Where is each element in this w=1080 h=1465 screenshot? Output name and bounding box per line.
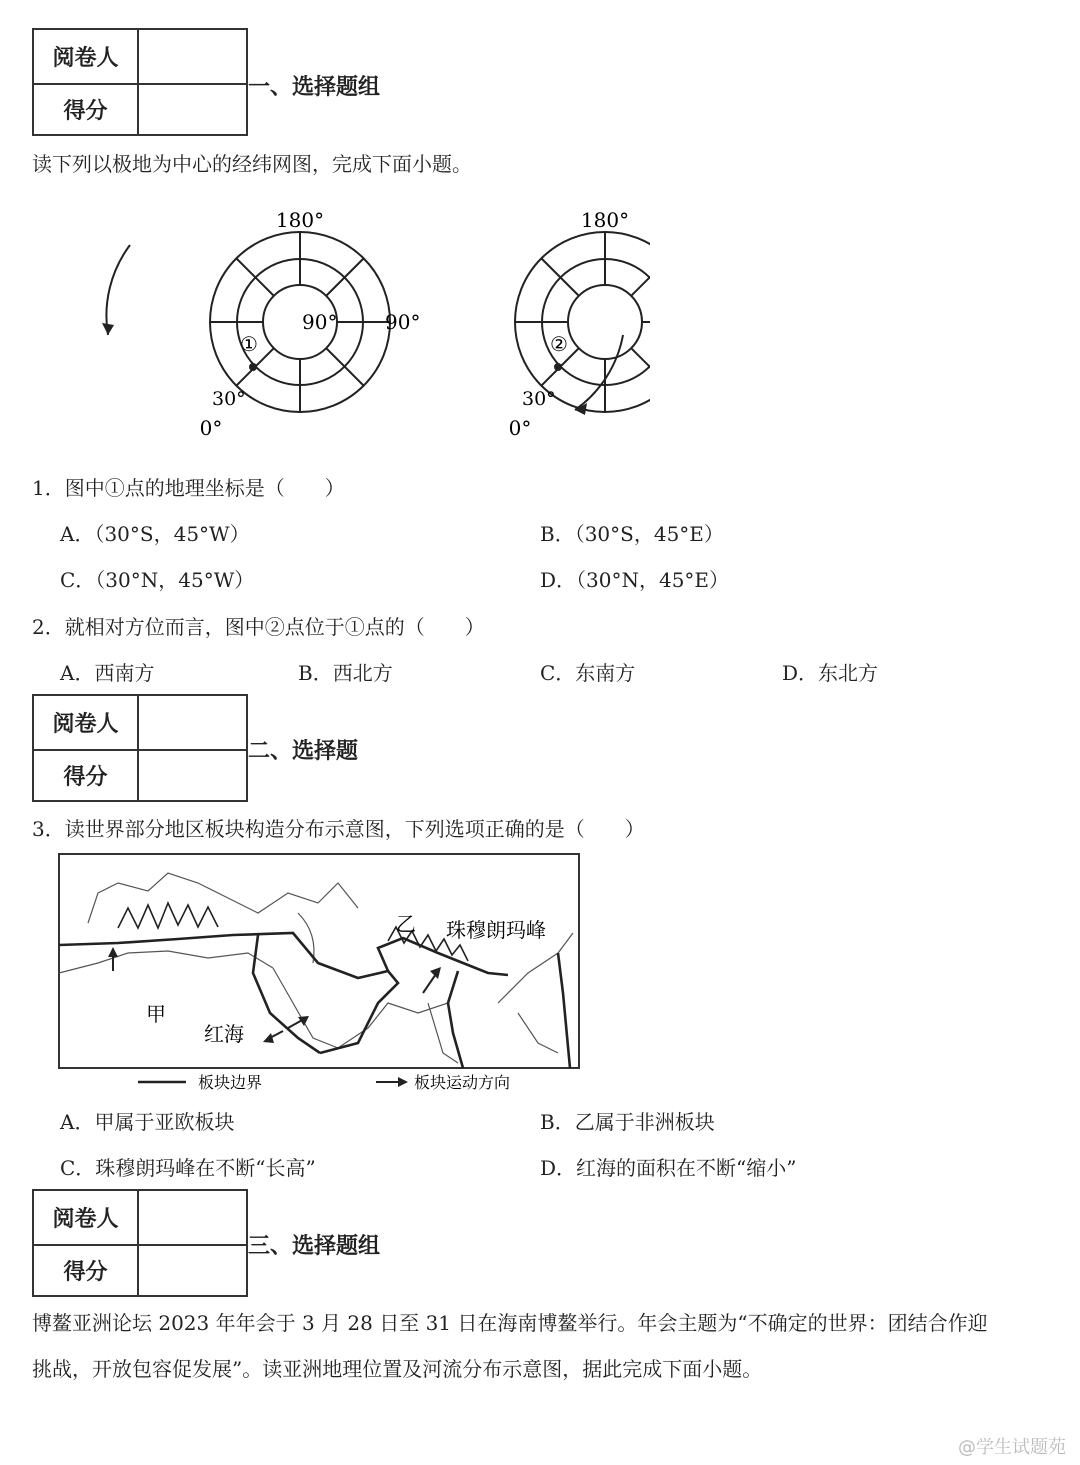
map-label-red-sea: 红海 — [204, 1022, 244, 1046]
polar-graticule-figure — [90, 205, 650, 445]
q2-option-d[interactable]: D．东北方 — [782, 661, 879, 685]
score-box-2 — [32, 694, 248, 802]
q2-option-c[interactable]: C．东南方 — [540, 661, 636, 685]
legend-boundary: 板块边界 — [198, 1073, 263, 1092]
score-box-3 — [32, 1189, 248, 1297]
watermark: @学生试题苑 — [958, 1437, 1066, 1458]
q1-option-c[interactable]: C．（30°N，45°W） — [60, 568, 255, 592]
right-label-30: 30° — [522, 388, 556, 410]
right-label-90: 90° — [385, 310, 421, 334]
polar-diagram-right — [385, 208, 650, 440]
map-label-yi: 乙 — [396, 912, 416, 936]
left-label-30: 30° — [212, 388, 246, 410]
q3-option-d[interactable]: D．红海的面积在不断“缩小” — [540, 1156, 797, 1180]
q3-option-b[interactable]: B．乙属于非洲板块 — [540, 1110, 715, 1134]
right-label-180: 180° — [580, 208, 630, 232]
score-box-1 — [32, 28, 248, 136]
q2-option-a[interactable]: A．西南方 — [60, 661, 155, 685]
plate-tectonics-map — [58, 853, 582, 1095]
score-label: 得分 — [34, 749, 139, 802]
reviewer-label: 阅卷人 — [34, 696, 139, 749]
left-label-180: 180° — [275, 208, 325, 232]
section3-intro-line1: 博鳌亚洲论坛 2023 年年会于 3 月 28 日至 31 日在海南博鳌举行。年会主题为“不确定的世界：团结合作迎 — [32, 1311, 988, 1335]
section-title-2: 二、选择题 — [248, 739, 359, 764]
section-title-3: 三、选择题组 — [248, 1234, 381, 1259]
right-label-0: 0° — [508, 416, 532, 440]
polar-diagram-left — [102, 208, 390, 440]
section3-intro-line2: 挑战，开放包容促发展”。读亚洲地理位置及河流分布示意图，据此完成下面小题。 — [32, 1357, 763, 1381]
q3-option-a[interactable]: A．甲属于亚欧板块 — [60, 1110, 235, 1134]
q2-stem: 2．就相对方位而言，图中②点位于①点的（ ） — [32, 615, 485, 639]
q1-option-a[interactable]: A．（30°S，45°W） — [60, 522, 250, 546]
q2-option-b[interactable]: B．西北方 — [298, 661, 393, 685]
legend-motion: 板块运动方向 — [414, 1073, 511, 1092]
q1-stem: 1．图中①点的地理坐标是（ ） — [32, 476, 345, 500]
section1-intro: 读下列以极地为中心的经纬网图，完成下面小题。 — [32, 152, 472, 176]
reviewer-label: 阅卷人 — [34, 1191, 139, 1244]
section-title-1: 一、选择题组 — [248, 75, 381, 100]
q1-option-d[interactable]: D．（30°N，45°E） — [540, 568, 730, 592]
score-label: 得分 — [34, 83, 139, 136]
map-label-jia: 甲 — [146, 1002, 166, 1026]
q1-option-b[interactable]: B．（30°S，45°E） — [540, 522, 724, 546]
left-label-90: 90° — [302, 310, 338, 334]
left-label-0: 0° — [199, 416, 223, 440]
q3-option-c[interactable]: C．珠穆朗玛峰在不断“长高” — [60, 1156, 316, 1180]
q3-stem: 3．读世界部分地区板块构造分布示意图，下列选项正确的是（ ） — [32, 817, 645, 841]
point-1-marker: ① — [240, 332, 258, 356]
point-2-marker: ② — [550, 332, 568, 356]
reviewer-label: 阅卷人 — [34, 30, 139, 83]
map-label-everest: 珠穆朗玛峰 — [446, 918, 546, 942]
score-label: 得分 — [34, 1244, 139, 1297]
